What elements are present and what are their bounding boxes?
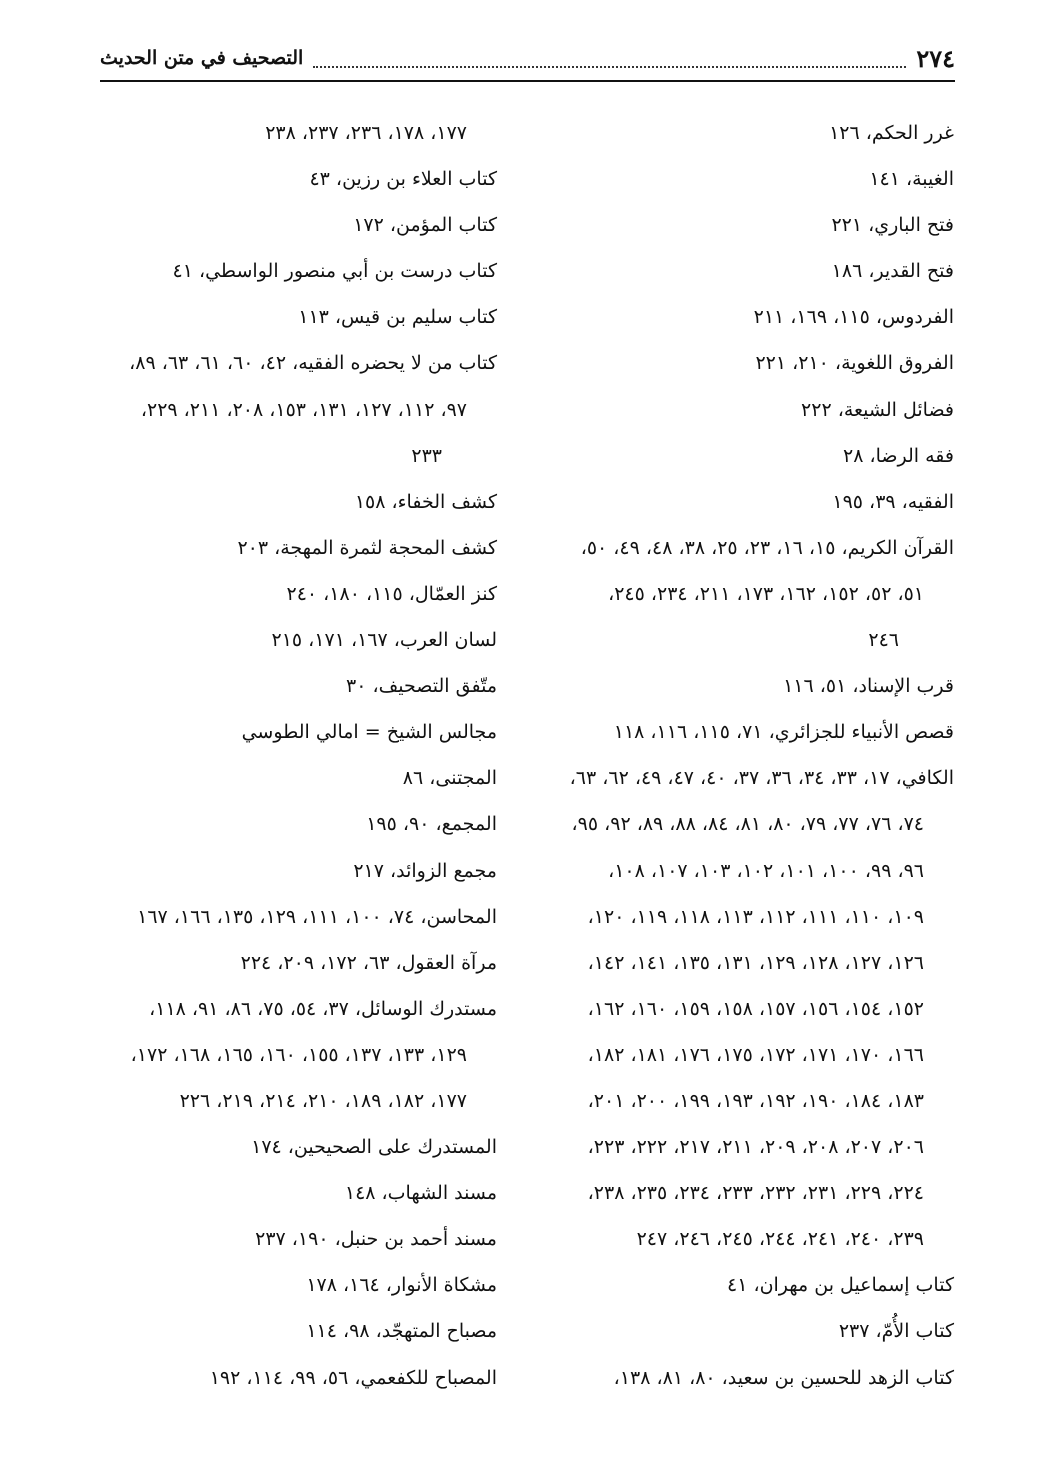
index-entry: كتاب من لا يحضره الفقيه، ٤٢، ٦٠، ٦١، ٦٣، ٨٩، [129, 352, 497, 375]
index-entry: قصص الأنبياء للجزائري، ٧١، ١١٥، ١١٦، ١١٨ [613, 721, 954, 744]
index-entry: فتح الباري، ٢٢١ [831, 214, 954, 237]
index-entry: كشف المحجة لثمرة المهجة، ٢٠٣ [237, 536, 497, 559]
index-entry-continuation: ٢٢٤، ٢٢٩، ٢٣١، ٢٣٢، ٢٣٣، ٢٣٤، ٢٣٥، ٢٣٨، [587, 1182, 924, 1205]
index-entry-continuation: ١٧٧، ١٨٢، ١٨٩، ٢١٠، ٢١٤، ٢١٩، ٢٢٦ [179, 1089, 467, 1112]
index-entry: مجالس الشيخ = امالي الطوسي [241, 721, 497, 744]
index-entry: المحاسن، ٧٤، ١٠٠، ١١١، ١٢٩، ١٣٥، ١٦٦، ١٦٧ [137, 905, 497, 928]
index-entry-continuation: ٧٤، ٧٦، ٧٧، ٧٩، ٨٠، ٨١، ٨٤، ٨٨، ٨٩، ٩٢، ٩٥، [571, 813, 924, 836]
index-entry: كتاب سليم بن قيس، ١١٣ [298, 306, 497, 329]
index-entry: لسان العرب، ١٦٧، ١٧١، ٢١٥ [271, 629, 497, 652]
index-entry-continuation: ١٢٦، ١٢٧، ١٢٨، ١٢٩، ١٣١، ١٣٥، ١٤١، ١٤٢، [587, 951, 924, 974]
index-entry: الفقيه، ٣٩، ١٩٥ [832, 490, 954, 513]
index-entry: المجمع، ٩٠، ١٩٥ [366, 813, 497, 836]
index-entry-continuation: ٢٤٦ [868, 629, 899, 652]
index-entry-continuation: ٢٠٦، ٢٠٧، ٢٠٨، ٢٠٩، ٢١١، ٢١٧، ٢٢٢، ٢٢٣، [587, 1136, 924, 1159]
index-entry: مسند أحمد بن حنبل، ١٩٠، ٢٣٧ [255, 1228, 497, 1251]
index-entry: فضائل الشيعة، ٢٢٢ [801, 398, 954, 421]
index-entry: كتاب الزهد للحسين بن سعيد، ٨٠، ٨١، ١٣٨، [613, 1366, 954, 1389]
index-entry: الغيبة، ١٤١ [869, 168, 954, 191]
index-entry: كنز العمّال، ١١٥، ١٨٠، ٢٤٠ [286, 582, 497, 605]
index-entry-continuation: ١٨٣، ١٨٤، ١٩٠، ١٩٢، ١٩٣، ١٩٩، ٢٠٠، ٢٠١، [587, 1089, 924, 1112]
index-entry-continuation: ١٧٧، ١٧٨، ٢٣٦، ٢٣٧، ٢٣٨ [265, 122, 467, 144]
index-entry: متّفق التصحيف، ٣٠ [346, 675, 497, 698]
index-entry: كتاب الأُمّ، ٢٣٧ [838, 1320, 954, 1343]
index-entry: فقه الرضا، ٢٨ [843, 444, 954, 467]
index-entry: الفردوس، ١١٥، ١٦٩، ٢١١ [753, 306, 954, 329]
index-entry: الكافي، ١٧، ٣٣، ٣٤، ٣٦، ٣٧، ٤٠، ٤٧، ٤٩، ٦٢، ٦٣، [569, 767, 954, 790]
index-entry: كتاب درست بن أبي منصور الواسطي، ٤١ [172, 260, 497, 283]
index-entry-continuation: ٥١، ٥٢، ١٥٢، ١٦٢، ١٧٣، ٢١١، ٢٣٤، ٢٤٥، [608, 582, 924, 605]
index-entry-continuation: ٩٦، ٩٩، ١٠٠، ١٠١، ١٠٢، ١٠٣، ١٠٧، ١٠٨، [608, 859, 924, 882]
index-entry-continuation: ٢٣٩، ٢٤٠، ٢٤١، ٢٤٤، ٢٤٥، ٢٤٦، ٢٤٧ [636, 1228, 924, 1251]
index-entry: غرر الحكم، ١٢٦ [829, 122, 954, 144]
page-number: ٢٧٤ [916, 43, 955, 73]
index-entry: مجمع الزوائد، ٢١٧ [353, 859, 497, 882]
index-entry: مسند الشهاب، ١٤٨ [344, 1182, 497, 1205]
index-entry-continuation: ١٦٦، ١٧٠، ١٧١، ١٧٢، ١٧٥، ١٧٦، ١٨١، ١٨٢، [587, 1043, 924, 1066]
index-entry: مصباح المتهجّد، ٩٨، ١١٤ [306, 1320, 497, 1343]
index-entry: المستدرك على الصحيحين، ١٧٤ [251, 1136, 497, 1159]
page-header [100, 36, 955, 82]
index-entry: كشف الخفاء، ١٥٨ [354, 490, 497, 513]
index-entry: المجتنى، ٨٦ [402, 767, 497, 790]
index-column-left [100, 110, 497, 1401]
index-entry: كتاب إسماعيل بن مهران، ٤١ [726, 1274, 954, 1297]
index-entry-continuation: ١٠٩، ١١٠، ١١١، ١١٢، ١١٣، ١١٨، ١١٩، ١٢٠، [587, 905, 924, 928]
index-entry: الفروق اللغوية، ٢١٠، ٢٢١ [755, 352, 954, 375]
index-column-right [552, 110, 954, 1401]
index-entry: مرآة العقول، ٦٣، ١٧٢، ٢٠٩، ٢٢٤ [240, 951, 497, 974]
running-title: التصحيف في متن الحديث [100, 47, 304, 69]
header-dot-leader [313, 48, 906, 68]
index-entry: كتاب المؤمن، ١٧٢ [353, 214, 497, 237]
index-entry-continuation: ١٢٩، ١٣٣، ١٣٧، ١٥٥، ١٦٠، ١٦٥، ١٦٨، ١٧٢، [130, 1043, 467, 1066]
index-entry: قرب الإسناد، ٥١، ١١٦ [783, 675, 954, 698]
index-entry: المصباح للكفعمي، ٥٦، ٩٩، ١١٤، ١٩٢ [209, 1366, 497, 1389]
index-entry: كتاب العلاء بن رزين، ٤٣ [309, 168, 497, 191]
index-entry: مشكاة الأنوار، ١٦٤، ١٧٨ [306, 1274, 497, 1297]
index-entry-continuation: ٢٣٣ [411, 444, 442, 467]
index-entry-continuation: ٩٧، ١١٢، ١٢٧، ١٣١، ١٥٣، ٢٠٨، ٢١١، ٢٢٩، [140, 398, 467, 421]
index-entry: فتح القدير، ١٨٦ [831, 260, 954, 283]
index-entry-continuation: ١٥٢، ١٥٤، ١٥٦، ١٥٧، ١٥٨، ١٥٩، ١٦٠، ١٦٢، [587, 997, 924, 1020]
index-entry: القرآن الكريم، ١٥، ١٦، ٢٣، ٢٥، ٣٨، ٤٨، ٤٩، ٥٠، [580, 536, 954, 559]
index-entry: مستدرك الوسائل، ٣٧، ٥٤، ٧٥، ٨٦، ٩١، ١١٨، [149, 997, 497, 1020]
